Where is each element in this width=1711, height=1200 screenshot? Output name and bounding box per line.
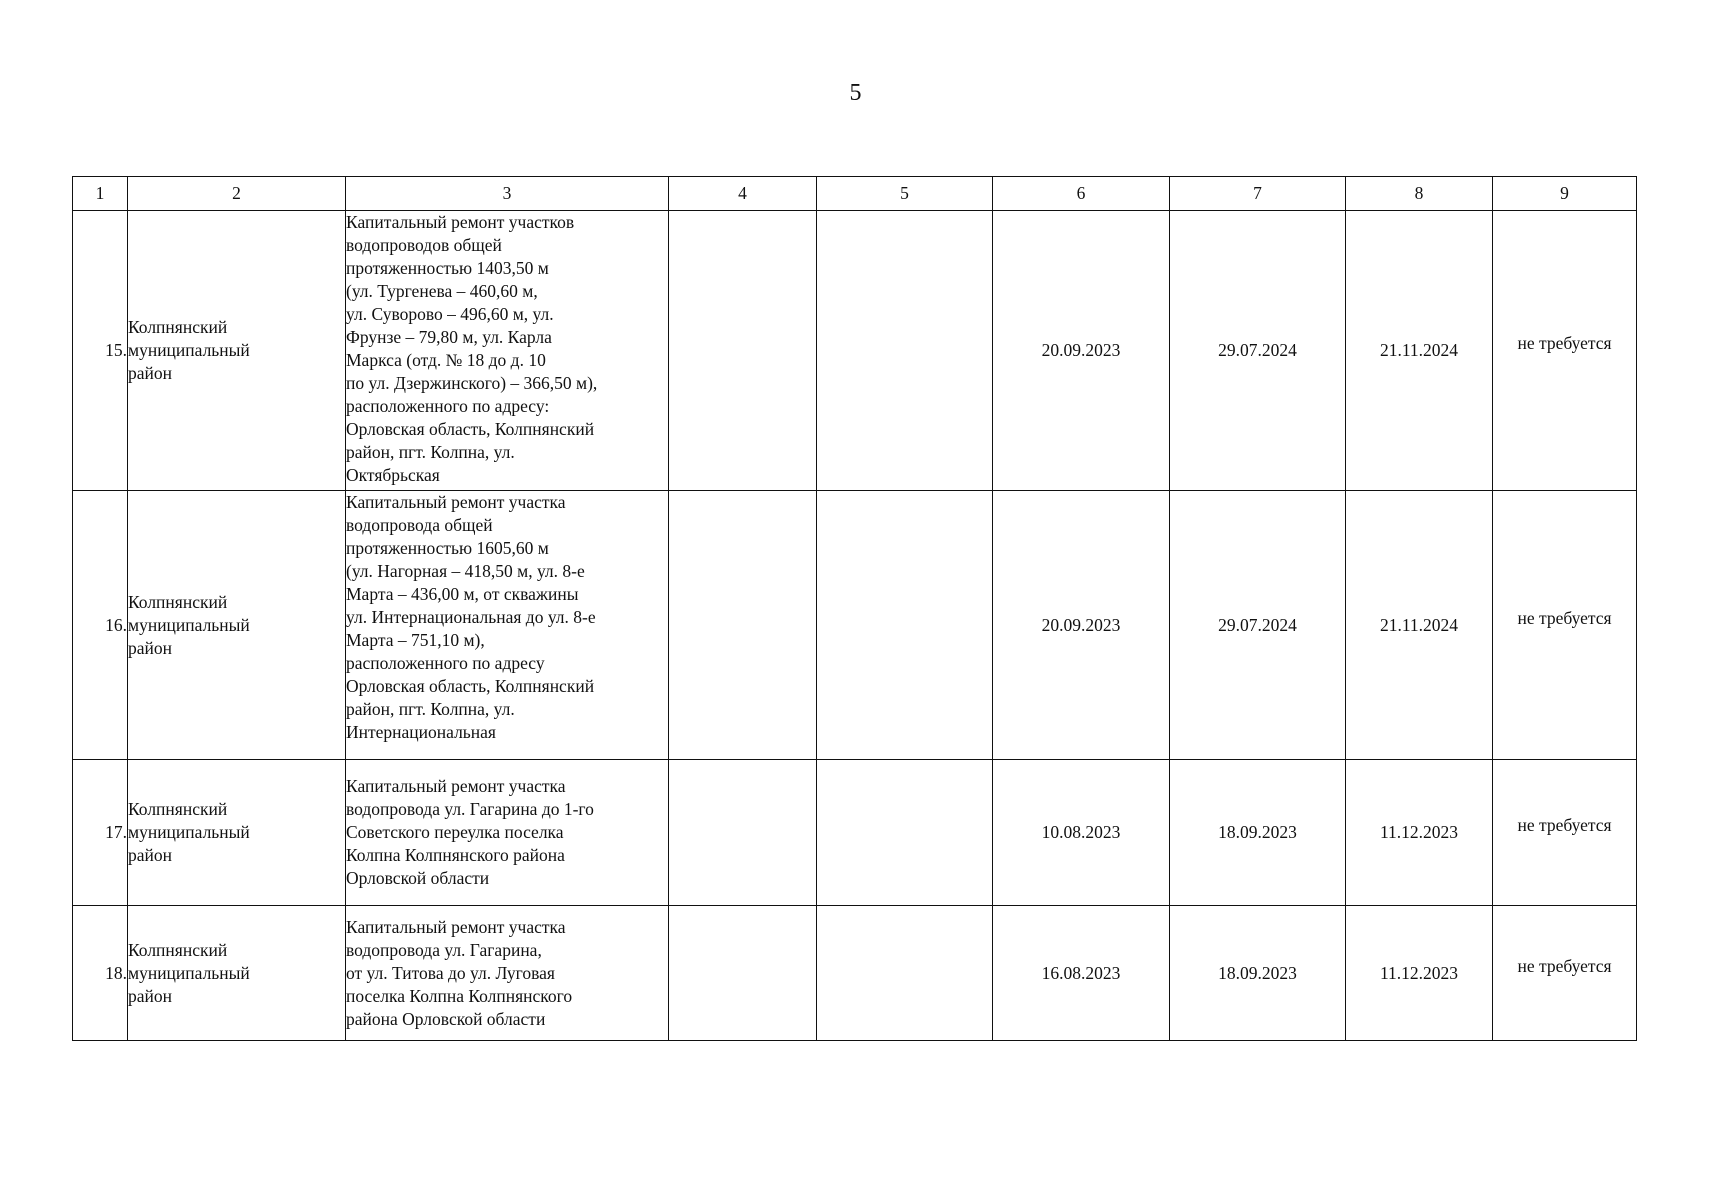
district-line: район xyxy=(128,637,172,658)
data-table xyxy=(72,176,1637,1041)
description-line: ул. Суворово – 496,60 м, ул. xyxy=(346,304,554,324)
description-line: Фрунзе – 79,80 м, ул. Карла xyxy=(346,327,552,347)
district-line: район xyxy=(128,985,172,1006)
district-line: Колпнянский xyxy=(128,317,228,337)
column-5-cell xyxy=(817,760,993,906)
description-line: от ул. Титова до ул. Луговая xyxy=(346,962,555,983)
date-cell-6: 10.08.2023 xyxy=(993,760,1170,906)
description-cell xyxy=(346,760,669,906)
column-4-cell xyxy=(669,906,817,1041)
column-5-cell xyxy=(817,906,993,1041)
column-header-3: 3 xyxy=(346,177,669,211)
description-line: водопроводов общей xyxy=(346,235,502,255)
column-5-cell xyxy=(817,211,993,491)
description-line: Колпна Колпнянского района xyxy=(346,845,565,865)
column-4-cell xyxy=(669,491,817,760)
description-line: протяженностью 1605,60 м xyxy=(346,538,549,558)
row-number: 18. xyxy=(73,906,128,1041)
date-cell-7: 18.09.2023 xyxy=(1170,906,1346,1041)
description-cell xyxy=(346,491,669,760)
description-line: Капитальный ремонт участка xyxy=(346,492,566,512)
description-line: Интернациональная xyxy=(346,722,496,742)
page-number: 5 xyxy=(849,80,862,106)
date-cell-6: 16.08.2023 xyxy=(993,906,1170,1041)
description-line: ул. Интернациональная до ул. 8-е xyxy=(346,607,596,627)
status-cell xyxy=(1493,906,1637,1041)
description-line: Маркса (отд. № 18 до д. 10 xyxy=(346,350,546,370)
district-line: Колпнянский xyxy=(128,591,228,612)
column-header-6: 6 xyxy=(993,177,1170,211)
description-line: водопровода общей xyxy=(346,515,493,535)
status-text: не требуется xyxy=(1517,815,1612,835)
description-line: Орловская область, Колпнянский xyxy=(346,419,595,439)
description-line: район, пгт. Колпна, ул. xyxy=(346,442,515,462)
district-cell xyxy=(128,906,346,1041)
description-line: по ул. Дзержинского) – 366,50 м), xyxy=(346,373,598,393)
district-line: муниципальный xyxy=(128,822,250,842)
column-header-1: 1 xyxy=(73,177,128,211)
row-number: 17. xyxy=(73,760,128,906)
description-line: Капитальный ремонт участков xyxy=(346,212,575,232)
description-line: район, пгт. Колпна, ул. xyxy=(346,699,515,719)
column-4-cell xyxy=(669,760,817,906)
description-line: Капитальный ремонт участка xyxy=(346,916,566,937)
date-cell-8: 21.11.2024 xyxy=(1346,491,1493,760)
date-cell-6: 20.09.2023 xyxy=(993,211,1170,491)
district-line: муниципальный xyxy=(128,614,250,635)
status-text: не требуется xyxy=(1517,955,1612,976)
date-cell-7: 29.07.2024 xyxy=(1170,491,1346,760)
row-number: 16. xyxy=(73,491,128,760)
description-line: расположенного по адресу xyxy=(346,653,545,673)
district-cell xyxy=(128,760,346,906)
column-header-4: 4 xyxy=(669,177,817,211)
description-line: (ул. Тургенева – 460,60 м, xyxy=(346,281,538,301)
column-header-7: 7 xyxy=(1170,177,1346,211)
column-header-5: 5 xyxy=(817,177,993,211)
description-line: водопровода ул. Гагарина, xyxy=(346,939,542,960)
district-line: район xyxy=(128,845,172,865)
description-line: района Орловской области xyxy=(346,1008,546,1029)
description-cell xyxy=(346,211,669,491)
description-cell xyxy=(346,906,669,1041)
column-header-8: 8 xyxy=(1346,177,1493,211)
description-line: Октябрьская xyxy=(346,465,440,485)
table-row xyxy=(73,760,1637,906)
date-cell-6: 20.09.2023 xyxy=(993,491,1170,760)
date-cell-8: 11.12.2023 xyxy=(1346,760,1493,906)
description-line: Советского переулка поселка xyxy=(346,822,564,842)
date-cell-8: 11.12.2023 xyxy=(1346,906,1493,1041)
table-row xyxy=(73,211,1637,491)
district-line: Колпнянский xyxy=(128,799,228,819)
table-row xyxy=(73,491,1637,760)
date-cell-8: 21.11.2024 xyxy=(1346,211,1493,491)
description-line: Орловская область, Колпнянский xyxy=(346,676,595,696)
district-line: муниципальный xyxy=(128,340,250,360)
date-cell-7: 18.09.2023 xyxy=(1170,760,1346,906)
status-cell xyxy=(1493,760,1637,906)
table-row xyxy=(73,906,1637,1041)
column-header-2: 2 xyxy=(128,177,346,211)
status-cell xyxy=(1493,491,1637,760)
district-line: муниципальный xyxy=(128,962,250,983)
status-cell xyxy=(1493,211,1637,491)
column-header-9: 9 xyxy=(1493,177,1637,211)
description-line: Капитальный ремонт участка xyxy=(346,776,566,796)
column-5-cell xyxy=(817,491,993,760)
description-line: расположенного по адресу: xyxy=(346,396,550,416)
description-line: Марта – 436,00 м, от скважины xyxy=(346,584,579,604)
description-line: водопровода ул. Гагарина до 1-го xyxy=(346,799,594,819)
description-line: Орловской области xyxy=(346,868,490,888)
status-text: не требуется xyxy=(1517,333,1612,353)
description-line: (ул. Нагорная – 418,50 м, ул. 8-е xyxy=(346,561,585,581)
date-cell-7: 29.07.2024 xyxy=(1170,211,1346,491)
row-number: 15. xyxy=(73,211,128,491)
status-text: не требуется xyxy=(1517,607,1612,628)
district-cell xyxy=(128,211,346,491)
description-line: Марта – 751,10 м), xyxy=(346,630,485,650)
district-line: Колпнянский xyxy=(128,939,228,960)
district-cell xyxy=(128,491,346,760)
description-line: поселка Колпна Колпнянского xyxy=(346,985,573,1006)
district-line: район xyxy=(128,363,172,383)
table-header-row xyxy=(73,177,1637,211)
description-line: протяженностью 1403,50 м xyxy=(346,258,549,278)
column-4-cell xyxy=(669,211,817,491)
